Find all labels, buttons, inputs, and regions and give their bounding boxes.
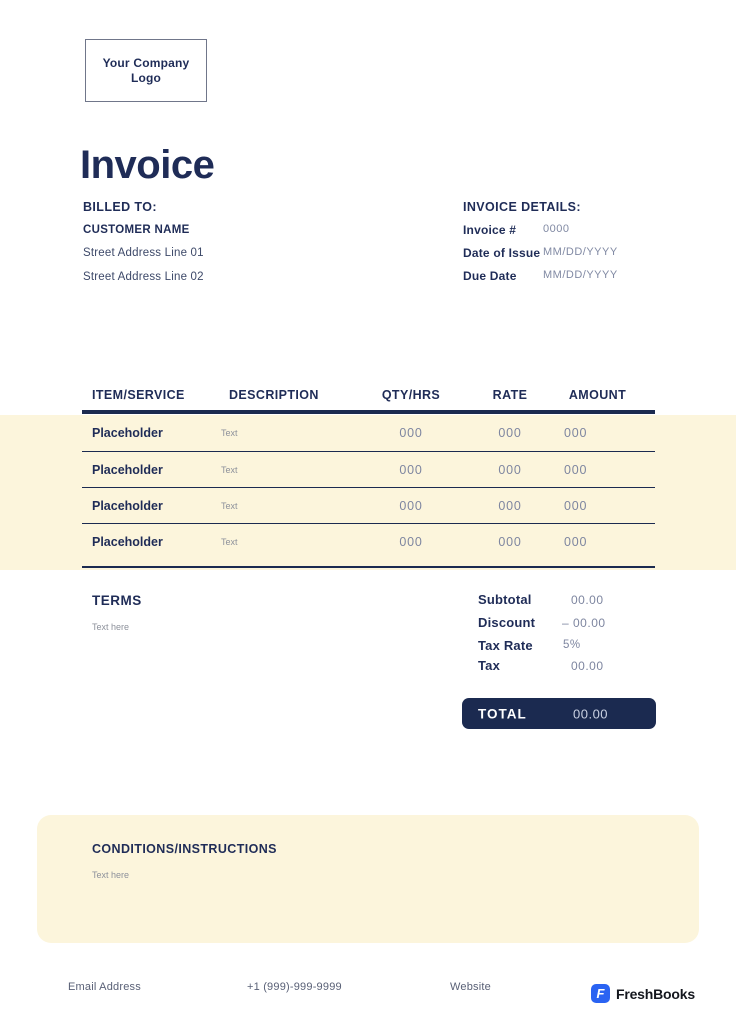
tax-rate-label: Tax Rate: [478, 638, 533, 653]
freshbooks-logo-icon: [591, 984, 610, 1003]
row-description: Text: [221, 537, 238, 547]
footer-phone: +1 (999)-999-9999: [247, 981, 342, 993]
due-date-value: MM/DD/YYYY: [543, 269, 618, 281]
footer-website: Website: [450, 981, 491, 993]
items-table-header-row: [82, 388, 655, 402]
row-rate: 000: [498, 535, 522, 549]
subtotal-value: 00.00: [571, 593, 604, 607]
row-item-name: Placeholder: [92, 462, 163, 477]
discount-label: Discount: [478, 615, 536, 630]
header-rate: RATE: [492, 388, 528, 402]
row-qty: 000: [399, 535, 423, 549]
tax-rate-value: 5%: [563, 639, 581, 651]
row-item-name: Placeholder: [92, 426, 163, 440]
date-of-issue-value: MM/DD/YYYY: [543, 246, 618, 258]
table-row: [82, 488, 655, 524]
row-rate: 000: [498, 426, 522, 440]
table-header-rule: [82, 410, 655, 414]
row-rate: 000: [498, 462, 522, 477]
page-title: Invoice: [80, 143, 215, 187]
row-item-name: Placeholder: [92, 498, 163, 513]
tax-label: Tax: [478, 658, 501, 673]
freshbooks-logo-letter: F: [596, 986, 605, 1001]
header-item-service: ITEM/SERVICE: [92, 388, 185, 402]
date-of-issue-label: Date of Issue: [463, 246, 541, 260]
row-description: Text: [221, 428, 238, 438]
items-table-body: [82, 415, 655, 568]
header-qty-hrs: QTY/HRS: [381, 388, 441, 402]
row-qty: 000: [399, 462, 423, 477]
terms-heading: TERMS: [92, 593, 142, 608]
conditions-box: [37, 815, 699, 943]
discount-value: – 00.00: [562, 616, 606, 630]
due-date-label: Due Date: [463, 269, 517, 283]
row-amount: 000: [564, 462, 588, 477]
row-amount: 000: [564, 498, 588, 513]
row-qty: 000: [399, 426, 423, 440]
tax-value: 00.00: [571, 659, 604, 673]
company-logo-box: [85, 39, 207, 102]
invoice-details-heading: INVOICE DETAILS:: [463, 200, 581, 214]
row-item-name: Placeholder: [92, 535, 163, 549]
header-amount: AMOUNT: [568, 388, 627, 402]
customer-name: CUSTOMER NAME: [83, 224, 190, 236]
freshbooks-brand-name: FreshBooks: [616, 986, 695, 1002]
row-amount: 000: [564, 535, 588, 549]
subtotal-label: Subtotal: [478, 592, 532, 607]
row-description: Text: [221, 500, 238, 511]
terms-text: Text here: [92, 622, 130, 632]
row-description: Text: [221, 464, 238, 475]
conditions-heading: CONDITIONS/INSTRUCTIONS: [92, 842, 277, 856]
total-label: TOTAL: [478, 706, 527, 721]
header-description: DESCRIPTION: [229, 388, 319, 402]
customer-address-line-1: Street Address Line 01: [83, 247, 204, 259]
row-qty: 000: [399, 498, 423, 513]
table-row: [82, 415, 655, 452]
footer-email: Email Address: [68, 981, 141, 993]
table-row: [82, 524, 655, 568]
row-rate: 000: [498, 498, 522, 513]
total-value: 00.00: [573, 706, 609, 721]
billed-to-heading: BILLED TO:: [83, 200, 157, 214]
invoice-number-value: 0000: [543, 223, 570, 235]
company-logo-text: Your Company Logo: [102, 55, 190, 85]
total-bar: [462, 698, 656, 729]
invoice-number-label: Invoice #: [463, 223, 517, 237]
row-amount: 000: [564, 426, 588, 440]
table-row: [82, 452, 655, 488]
customer-address-line-2: Street Address Line 02: [83, 271, 204, 283]
conditions-text: Text here: [92, 870, 130, 880]
